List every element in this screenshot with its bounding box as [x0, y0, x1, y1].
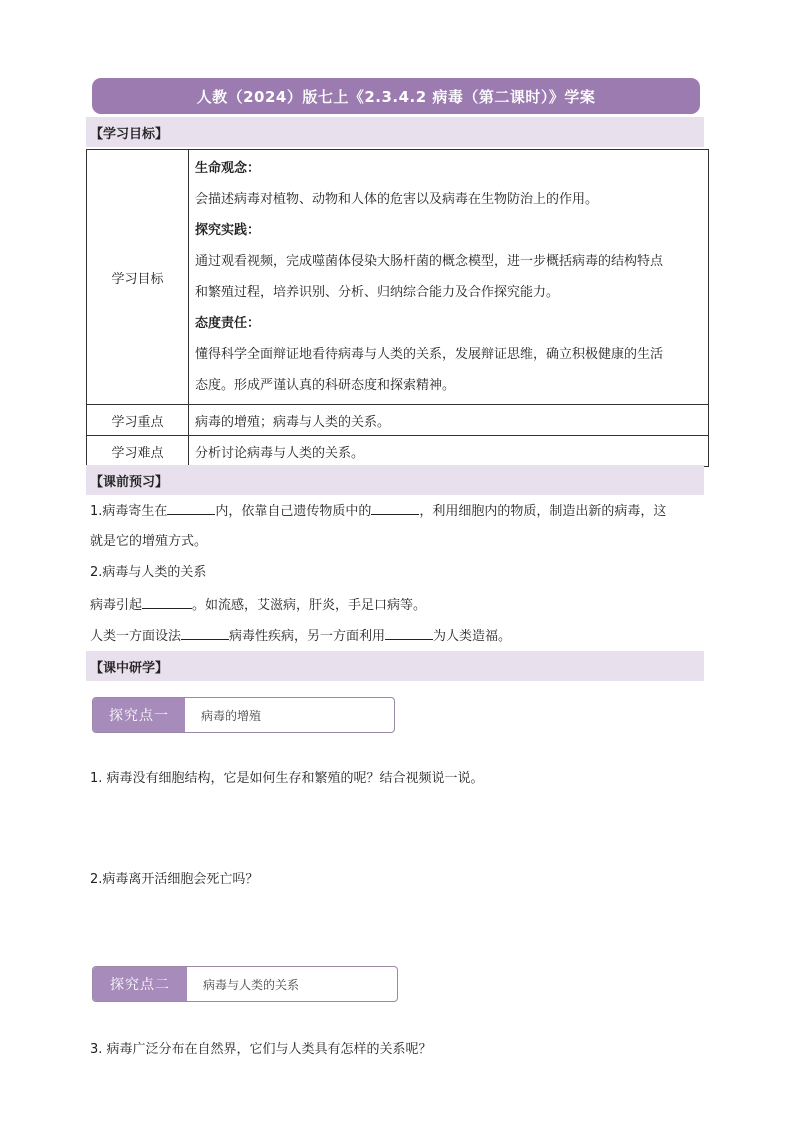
goals-table [86, 149, 709, 467]
answer-blank[interactable] [181, 625, 229, 640]
inquiry-question-2: 2.病毒离开活细胞会死亡吗？ [90, 872, 259, 887]
preview-question-1 [90, 500, 666, 522]
key-label: 学习重点 [87, 405, 189, 436]
preview-q2-text-c: 人类一方面设法 [90, 629, 182, 644]
objective-heading: 生命观念： [195, 161, 261, 176]
inquiry-point-2-box [92, 966, 398, 1002]
inquiry-point-2-title: 病毒与人类的关系 [203, 977, 300, 992]
preview-q1-text-a: 1.病毒寄生在 [90, 504, 168, 519]
table-row [87, 436, 709, 467]
page-title: 人教（2024）版七上《2.3.4.2 病毒（第二课时）》学案 [92, 78, 700, 114]
preview-q2-text-d: 病毒性疾病，另一方面利用 [229, 629, 386, 644]
difficulty-text: 分析讨论病毒与人类的关系。 [189, 436, 709, 467]
inquiry-question-1: 1. 病毒没有细胞结构，它是如何生存和繁殖的呢？结合视频说一说。 [90, 771, 484, 786]
preview-q2-line-2 [90, 625, 511, 647]
preview-q2-text-e: 为人类造福。 [433, 629, 512, 644]
inquiry-point-1-box [92, 697, 395, 733]
answer-blank[interactable] [167, 500, 215, 515]
section-goals-heading: 【学习目标】 [86, 117, 704, 147]
preview-q2-line-1 [90, 594, 426, 616]
answer-blank[interactable] [142, 594, 192, 609]
preview-q2-text-b: 。如流感，艾滋病，肝炎，手足口病等。 [192, 598, 427, 613]
preview-q1-text-c: ，利用细胞内的物质，制造出新的病毒，这 [419, 504, 667, 519]
objective-line: 懂得科学全面辩证地看待病毒与人类的关系，发展辩证思维，确立积极健康的生活 [195, 347, 664, 362]
table-row [87, 405, 709, 436]
answer-blank[interactable] [385, 625, 433, 640]
inquiry-question-3: 3. 病毒广泛分布在自然界，它们与人类具有怎样的关系呢？ [90, 1042, 432, 1057]
difficulty-label: 学习难点 [87, 436, 189, 467]
key-text: 病毒的增殖；病毒与人类的关系。 [189, 405, 709, 436]
inquiry-point-2-tag: 探究点二 [93, 967, 187, 1001]
objective-label: 学习目标 [87, 150, 189, 405]
objective-line: 通过观看视频，完成噬菌体侵染大肠杆菌的概念模型，进一步概括病毒的结构特点 [195, 254, 664, 269]
inquiry-point-1-tag: 探究点一 [93, 698, 185, 732]
section-preview-heading: 【课前预习】 [86, 465, 704, 495]
preview-q1-continuation: 就是它的增殖方式。 [90, 534, 208, 549]
preview-question-2: 2.病毒与人类的关系 [90, 565, 207, 580]
answer-blank[interactable] [371, 500, 419, 515]
inquiry-point-1-title: 病毒的增殖 [201, 708, 262, 723]
objective-line: 态度。形成严谨认真的科研态度和探索精神。 [195, 378, 456, 393]
objective-line: 和繁殖过程，培养识别、分析、归纳综合能力及合作探究能力。 [195, 285, 560, 300]
objective-line: 会描述病毒对植物、动物和人体的危害以及病毒在生物防治上的作用。 [195, 192, 599, 207]
preview-q2-text-a: 病毒引起 [90, 598, 143, 613]
section-study-heading: 【课中研学】 [86, 651, 704, 681]
preview-q1-text-b: 内，依靠自己遗传物质中的 [215, 504, 372, 519]
objective-content [189, 150, 709, 405]
table-row [87, 150, 709, 405]
objective-heading: 态度责任： [195, 316, 261, 331]
objective-heading: 探究实践： [195, 223, 261, 238]
